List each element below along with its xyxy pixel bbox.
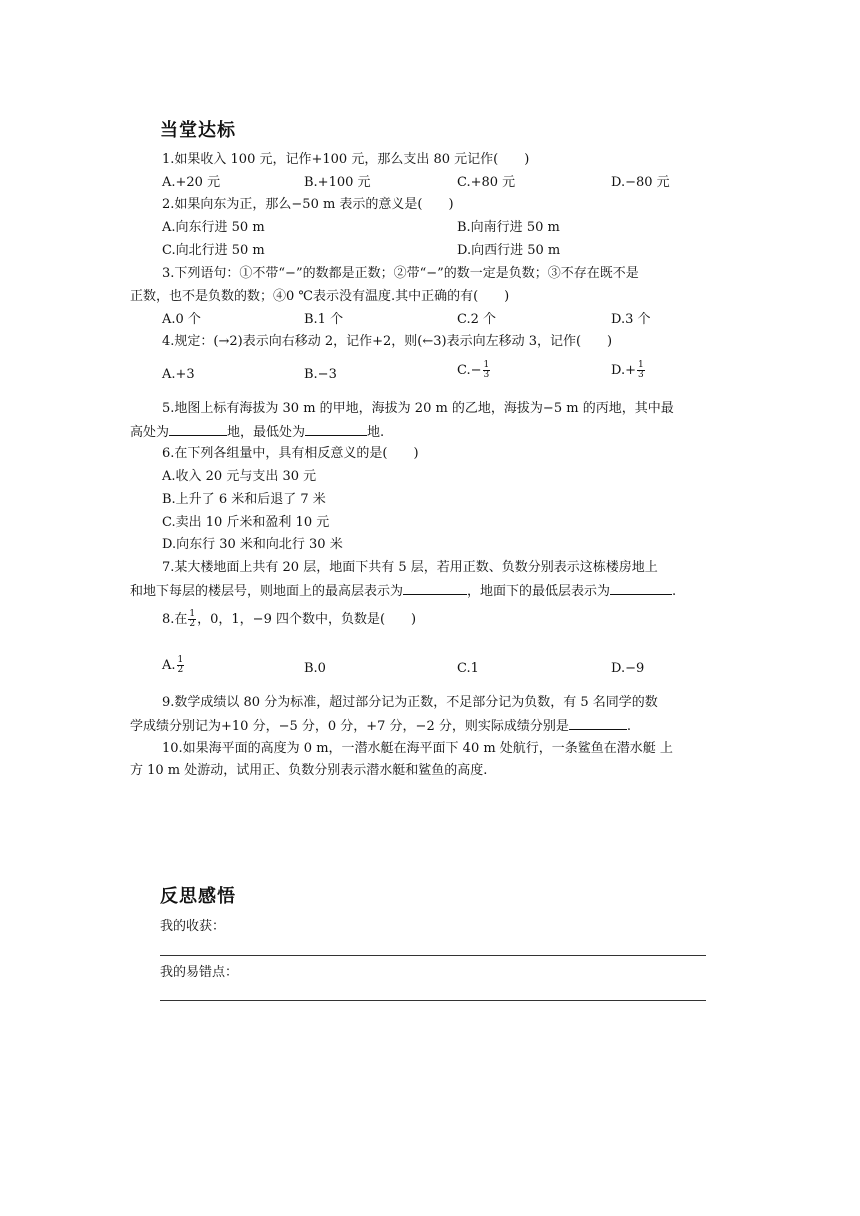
q7-text-b: ，地面下的最低层表示为 xyxy=(467,584,611,599)
question-5-line-1: 5.地图上标有海拔为 30 m 的甲地，海拔为 20 m 的乙地，海拔为−5 m 的丙地，其中最 xyxy=(162,401,674,416)
question-9-line-2 xyxy=(130,717,730,735)
gain-answer-line[interactable] xyxy=(160,955,706,956)
q6-option-c: C.卖出 10 斤米和盈利 10 元 xyxy=(162,515,330,530)
q6-option-b: B.上升了 6 米和后退了 7 米 xyxy=(162,492,326,507)
q5-text-b: 地，最低处为 xyxy=(227,425,306,440)
answer-blank[interactable] xyxy=(569,717,627,730)
fraction-one-third xyxy=(483,361,491,380)
q8-option-d: D.−9 xyxy=(611,661,645,676)
q4-option-a: A.+3 xyxy=(162,367,195,382)
q6-option-a: A.收入 20 元与支出 30 元 xyxy=(162,469,317,484)
answer-blank[interactable] xyxy=(610,582,672,595)
q1-option-d: D.−80 元 xyxy=(611,175,670,190)
q8-option-a xyxy=(162,656,185,675)
q8-option-a-prefix: A. xyxy=(162,658,176,673)
fraction-numerator: 1 xyxy=(637,360,644,370)
q4-option-b: B.−3 xyxy=(304,367,337,382)
question-5-line-2 xyxy=(130,423,730,441)
fraction-numerator: 1 xyxy=(177,655,184,665)
q8-option-b: B.0 xyxy=(304,661,326,676)
fraction-one-third xyxy=(637,361,645,380)
q1-option-a: A.+20 元 xyxy=(162,175,221,190)
question-7-line-2 xyxy=(130,582,730,600)
question-6: 6.在下列各组量中，具有相反意义的是( ) xyxy=(162,446,419,461)
section-title-reflection: 反思感悟 xyxy=(160,886,236,907)
q4-option-d xyxy=(611,361,646,380)
q9-text-b: . xyxy=(626,719,631,734)
question-2: 2.如果向东为正，那么−50 m 表示的意义是( ) xyxy=(162,197,454,212)
answer-blank[interactable] xyxy=(169,423,227,436)
fraction-denominator: 3 xyxy=(483,370,490,380)
q3-option-a: A.0 个 xyxy=(162,312,201,327)
q3-option-b: B.1 个 xyxy=(304,312,344,327)
fraction-one-half xyxy=(188,610,196,629)
q7-text-c: . xyxy=(672,584,677,599)
q6-option-d: D.向东行 30 米和向北行 30 米 xyxy=(162,537,343,552)
fraction-denominator: 2 xyxy=(189,619,196,629)
answer-blank[interactable] xyxy=(403,582,467,595)
question-10-line-2: 方 10 m 处游动，试用正、负数分别表示潜水艇和鲨鱼的高度. xyxy=(130,763,488,778)
q5-text-a: 高处为 xyxy=(130,425,170,440)
q3-option-d: D.3 个 xyxy=(611,312,651,327)
q4-option-d-prefix: D.+ xyxy=(611,363,636,378)
question-4: 4.规定：(→2)表示向右移动 2，记作+2，则(←3)表示向左移动 3，记作( ) xyxy=(162,334,613,349)
q2-option-b: B.向南行进 50 m xyxy=(457,220,560,235)
q8-option-c: C.1 xyxy=(457,661,479,676)
mistake-answer-line[interactable] xyxy=(160,1000,706,1001)
question-10-line-1: 10.如果海平面的高度为 0 m，一潜水艇在海平面下 40 m 处航行，一条鲨鱼在潜水艇 上 xyxy=(162,741,673,756)
fraction-denominator: 3 xyxy=(637,370,644,380)
q7-text-a: 和地下每层的楼层号，则地面上的最高层表示为 xyxy=(130,584,404,599)
section-title-practice: 当堂达标 xyxy=(160,120,236,141)
q1-option-c: C.+80 元 xyxy=(457,175,516,190)
fraction-numerator: 1 xyxy=(189,609,196,619)
question-9-line-1: 9.数学成绩以 80 分为标准，超过部分记为正数，不足部分记为负数，有 5 名同学的数 xyxy=(162,695,658,710)
q4-option-c-prefix: C.− xyxy=(457,363,482,378)
question-1: 1.如果收入 100 元，记作+100 元，那么支出 80 元记作( ) xyxy=(162,152,530,167)
q4-option-c xyxy=(457,361,491,380)
mistake-label: 我的易错点： xyxy=(160,965,239,980)
fraction-denominator: 2 xyxy=(177,665,184,675)
q3-option-c: C.2 个 xyxy=(457,312,497,327)
fraction-numerator: 1 xyxy=(483,360,490,370)
q2-option-d: D.向西行进 50 m xyxy=(457,243,561,258)
q8-prefix: 8.在 xyxy=(162,612,188,627)
q5-text-c: 地. xyxy=(367,425,385,440)
question-3-line-1: 3.下列语句：①不带“−”的数都是正数；②带“−”的数一定是负数；③不存在既不是 xyxy=(162,266,639,281)
q8-suffix: ，0，1，−9 四个数中，负数是( ) xyxy=(197,612,417,627)
fraction-one-half xyxy=(177,656,185,675)
q9-text-a: 学成绩分别记为+10 分，−5 分，0 分，+7 分，−2 分，则实际成绩分别是 xyxy=(130,719,569,734)
q2-option-c: C.向北行进 50 m xyxy=(162,243,265,258)
q2-option-a: A.向东行进 50 m xyxy=(162,220,265,235)
gain-label: 我的收获： xyxy=(160,919,226,934)
question-7-line-1: 7.某大楼地面上共有 20 层，地面下共有 5 层，若用正数、负数分别表示这栋楼房地上 xyxy=(162,560,658,575)
q1-option-b: B.+100 元 xyxy=(304,175,371,190)
question-3-line-2: 正数，也不是负数的数；④0 ℃表示没有温度.其中正确的有( ) xyxy=(130,289,510,304)
answer-blank[interactable] xyxy=(305,423,367,436)
question-8 xyxy=(162,610,762,629)
